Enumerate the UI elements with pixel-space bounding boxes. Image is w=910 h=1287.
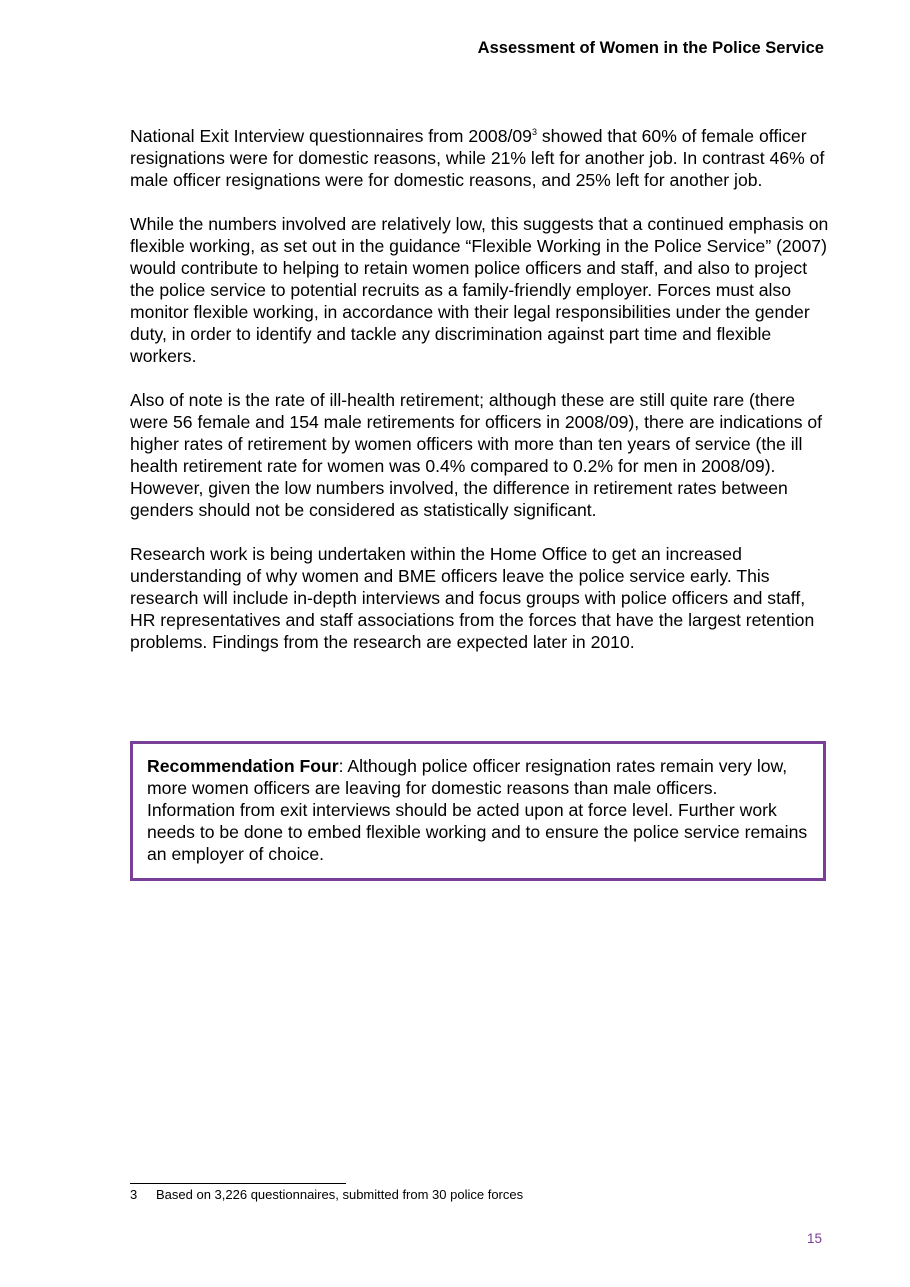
footnote-divider <box>130 1183 346 1184</box>
footnote-text: Based on 3,226 questionnaires, submitted from 30 police forces <box>156 1187 524 1202</box>
recommendation-text: : Although police officer resignation rates remain very low, more women officers are leaving for domestic reasons than male officers. Information from exit interviews should be acted upon at force level. Further work needs to be done to embed flexible working and to ensure the police service remains an employer of choice. <box>147 756 808 864</box>
page-number: 15 <box>806 1231 822 1246</box>
paragraph-exit-interviews <box>130 125 830 191</box>
paragraph-exit-interviews-lead: National Exit Interview questionnaires from 2008/09 <box>130 126 532 146</box>
paragraph-exit-interviews-rest: showed that 60% of female officer resignations were for domestic reasons, while 21% left for another job. In contrast 46% of male officer resignations were for domestic reasons, and 25% left for another job. <box>130 126 825 190</box>
body-text <box>130 125 830 675</box>
recommendation-box <box>130 741 826 881</box>
paragraph-flexible-working: While the numbers involved are relatively low, this suggests that a continued emphasis on flexible working, as set out in the guidance “Flexible Working in the Police Service” (2007) would contribute to helping to retain women police officers and staff, and also to project the police service to potential recruits as a family-friendly employer. Forces must also monitor flexible working, in accordance with their legal responsibilities under the gender duty, in order to identify and tackle any discrimination against part time and flexible workers. <box>130 214 829 366</box>
paragraph-research-work: Research work is being undertaken within the Home Office to get an increased understanding of why women and BME officers leave the police service early. This research will include in-depth interviews and focus groups with police officers and staff, HR representatives and staff associations from the forces that have the largest retention problems. Findings from the research are expected later in 2010. <box>130 544 815 652</box>
footnote-number: 3 <box>130 1187 138 1202</box>
footnote-reference: 3 <box>531 127 537 137</box>
recommendation-title: Recommendation Four <box>147 756 339 776</box>
running-header: Assessment of Women in the Police Service <box>477 39 824 57</box>
footnote <box>130 1187 523 1202</box>
paragraph-ill-health-retirement: Also of note is the rate of ill-health retirement; although these are still quite rare (there were 56 female and 154 male retirements for officers in 2008/09), there are indications of higher rates of retirement by women officers with more than ten years of service (the ill health retirement rate for women was 0.4% compared to 0.2% for men in 2008/09). However, given the low numbers involved, the difference in retirement rates between genders should not be considered as statistically significant. <box>130 390 823 520</box>
